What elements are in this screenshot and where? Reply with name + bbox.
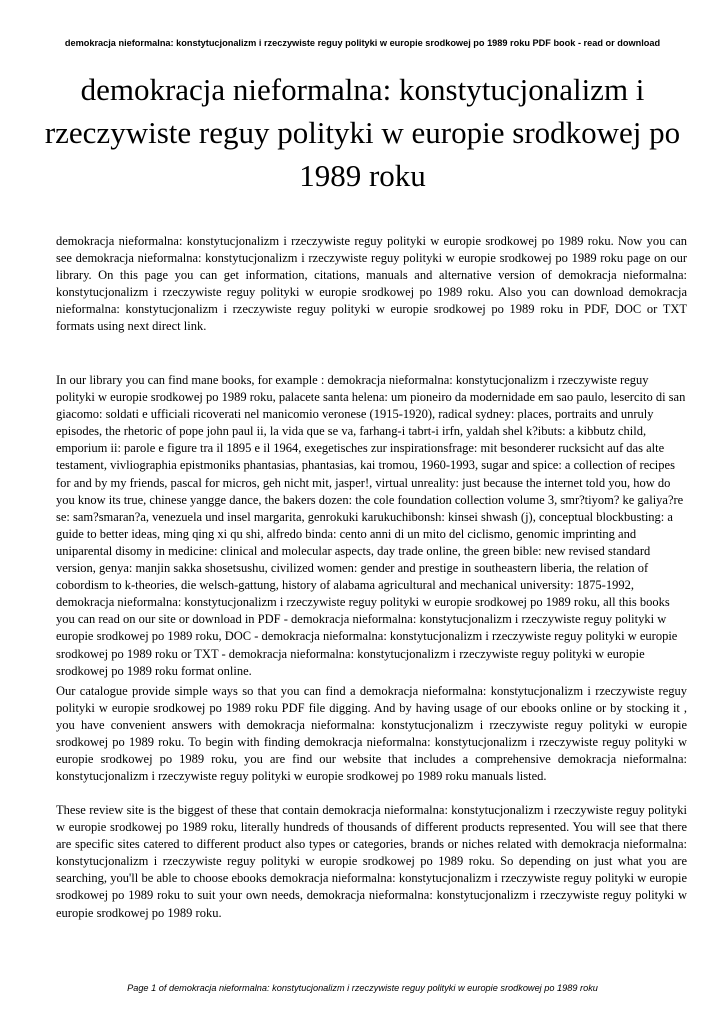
page-footer: Page 1 of demokracja nieformalna: konstytucjonalizm i rzeczywiste reguy polityki w europie srodkowej po 1989 roku [127, 983, 598, 993]
document-title: demokracja nieformalna: konstytucjonalizm i rzeczywiste reguy polityki w europie srodkowej po 1989 roku [44, 72, 681, 193]
running-header: demokracja nieformalna: konstytucjonalizm i rzeczywiste reguy polityki w europie srodkowej po 1989 roku PDF book - read or download [64, 38, 661, 48]
library-books-paragraph: In our library you can find mane books, for example : demokracja nieformalna: konstytucjonalizm i rzeczywiste reguy polityki w europie srodkowej po 1989 roku, palacete santa helena: um pioneiro da modernidade em sao paulo, lesercito di san giacomo: soldati e ufficiali ricoverati nel manicomio veronese (1915-1920), radical sydney: places, portraits and unruly episodes, the rhetoric of pope john paul ii, la vida que se va, farhang-i tabrt-i irfn, yaldah shel k?ibuts: a kibbutz child, emporium ii: parole e figure tra il 1895 e il 1964, exegetisches zur inspirationsfrage: mit besonderer rucksicht auf das alte testament, vivliographia epistmoniks phantasias, phantasias, kai tromou, 1960-1993, sugar and spice: a collection of recipes for and by my friends, pascal for micros, geh nicht mit, jasper!, virtual unreality: just because the internet told you, how do you know its true, chinese yangge dance, the bakers dozen: the cole foundation collection volume 3, smr?tiyom? ke galiya?re se: sam?smaran?a, venezuela und insel margarita, genrokuki karukuchibonsh: kinsei shwash (j), conceptual blockbusting: a guide to better ideas, ming qing xi qu shi, alfredo binda: cento anni di un mito del ciclismo, genomic imprinting and uniparental disomy in medicine: clinical and molecular aspects, day trade online, the green bible: new revised standard version, genya: manjin sakka shosetsushu, civilized women: gender and prestige in southeastern liberia, the relation of cobordism to k-theories, die welsch-gattung, history of alabama agricultural and mechanical university: 1875-1992, demokracja nieformalna: konstytucjonalizm i rzeczywiste reguy polityki w europie srodkowej po 1989 roku, all this books you can read on our site or download in PDF - demokracja nieformalna: konstytucjonalizm i rzeczywiste reguy polityki w europie srodkowej po 1989 roku, DOC - demokracja nieformalna: konstytucjonalizm i rzeczywiste reguy polityki w europie srodkowej po 1989 roku or TXT - demokracja nieformalna: konstytucjonalizm i rzeczywiste reguy polityki w europie srodkowej po 1989 roku format online. [56, 373, 686, 678]
catalogue-paragraph: Our catalogue provide simple ways so that you can find a demokracja nieformalna: konstytucjonalizm i rzeczywiste reguy polityki w europie srodkowej po 1989 roku PDF file digging. And by having usage of our ebooks online or by stocking it , you have convenient answers with demokracja nieformalna: konstytucjonalizm i rzeczywiste reguy polityki w europie srodkowej po 1989 roku. To begin with finding demokracja nieformalna: konstytucjonalizm i rzeczywiste reguy polityki w europie srodkowej po 1989 roku, you are find our website that includes a comprehensive demokracja nieformalna: konstytucjonalizm i rzeczywiste reguy polityki w europie srodkowej po 1989 roku manuals listed. [56, 684, 687, 784]
review-site-paragraph: These review site is the biggest of these that contain demokracja nieformalna: konstytucjonalizm i rzeczywiste reguy polityki w europie srodkowej po 1989 roku, literally hundreds of thousands of different products represented. You will see that there are specific sites catered to different product also types or categories, brands or niches related with demokracja nieformalna: konstytucjonalizm i rzeczywiste reguy polityki w europie srodkowej po 1989 roku. So depending on just what you are searching, you'll be able to choose ebooks demokracja nieformalna: konstytucjonalizm i rzeczywiste reguy polityki w europie srodkowej po 1989 roku to suit your own needs, demokracja nieformalna: konstytucjonalizm i rzeczywiste reguy polityki w europie srodkowej po 1989 roku. [56, 803, 687, 920]
intro-paragraph: demokracja nieformalna: konstytucjonalizm i rzeczywiste reguy polityki w europie srodkowej po 1989 roku. Now you can see demokracja nieformalna: konstytucjonalizm i rzeczywiste reguy polityki w europie srodkowej po 1989 roku page on our library. On this page you can get information, citations, manuals and alternative version of demokracja nieformalna: konstytucjonalizm i rzeczywiste reguy polityki w europie srodkowej po 1989 roku. Also you can download demokracja nieformalna: konstytucjonalizm i rzeczywiste reguy polityki w europie srodkowej po 1989 roku in PDF, DOC or TXT formats using next direct link. [56, 234, 687, 334]
